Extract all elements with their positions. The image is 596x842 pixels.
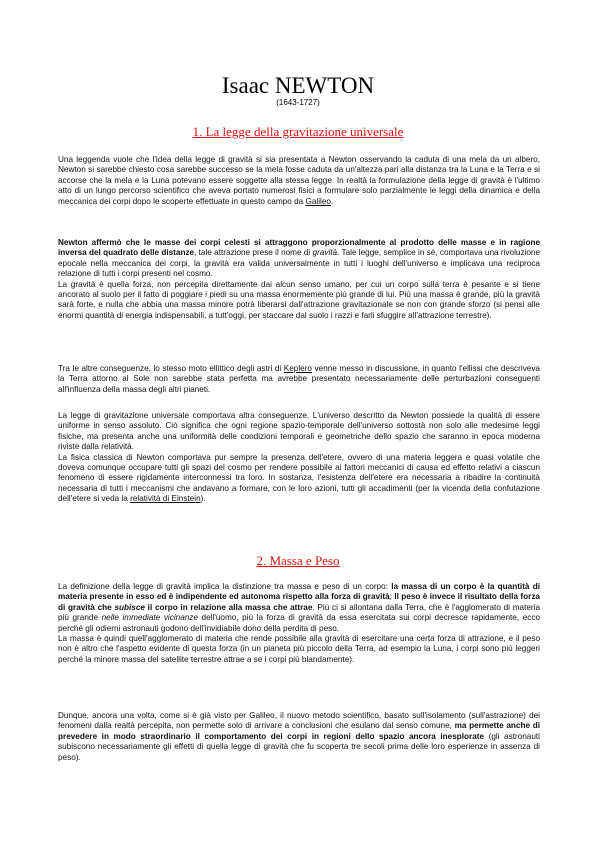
paragraph-text: . Tale legge, semplice in sé, comportava una rivoluzione epocale nella meccanica dei corpi, la gravità era valida universalmente in tutti i luoghi dell'universo e implicava una reciproca relazione di tutti i corpi presenti nel cosmo.	[58, 248, 541, 279]
paragraph-text: Tra le altre conseguenze, lo stesso moto ellittico degli astri di	[58, 364, 284, 373]
paragraph-text: La definizione della legge di gravità implica la distinzione tra massa e peso di un corpo:	[58, 582, 392, 591]
bold-text: Newton affermò che le masse dei corpi celesti si attraggono proporzionalmente al prodotto delle masse e in ragione inversa del quadrato delle distanze	[58, 238, 540, 258]
section-heading-gravitazione: 1. La legge della gravitazione universale	[192, 124, 404, 139]
bold-italic-text: subisce	[114, 602, 145, 612]
italic-text: nelle immediate vicinanze	[101, 613, 198, 623]
paragraph-text: ).	[200, 494, 206, 504]
paragraph-text: dell'uomo, più la forza di gravità da essa esercitata sui corpi decresce rapidamente, ecco perché gli odierni astronauti godono dell'invidiabile dono della perdita di peso.	[58, 613, 540, 633]
paragraph-text: La massa è quindi quell'agglomerato di materia che rende possibile alla gravità di esercitare una certa forza di attrazione, e il peso non è altro che l'aspetto evidente di questa forza (in un pianeta più piccolo della Terra, ad esempio la Luna, i corpi sono più leggeri perché la minore massa del satellite terrestre attrae a se i corpi più blandamente).	[58, 634, 540, 664]
paragraph-leggenda-mela	[58, 155, 540, 207]
paragraph-universo-uniforme	[58, 411, 540, 505]
paragraph-text: La legge di gravitazione universale comportava altra conseguenze. L'universo descritto da Newton possiede la qualità di essere uniforme in senso assoluto. Ciò significa che ogni regione spazio-temporale dell'universo sottostà non solo alle medesime leggi fisiche, ma presenta anche una uniformità delle condizioni temporali e geometriche dello spazio che saranno in epoca moderna riviste dalla relatività.	[58, 411, 540, 452]
bold-text: Il peso è invece il risultato della forza di gravità che	[58, 592, 540, 612]
page-subtitle: (1643-1727)	[276, 98, 320, 107]
section-heading-massa-peso: 2. Massa e Peso	[256, 553, 340, 568]
bold-text: il corpo in relazione alla massa che attrae	[144, 602, 313, 612]
paragraph-text: ;	[389, 592, 395, 602]
italic-text: gravità	[312, 248, 338, 258]
galileo-link[interactable]: Galileo	[305, 196, 331, 206]
paragraph-metodo-scientifico	[58, 711, 540, 763]
paragraph-masse-celesti	[58, 238, 540, 321]
paragraph-text: Una leggenda vuole che l'idea della legge di gravità si sia presentata a Newton osservando la caduta di una mela da un albero, Newton si sarebbe chiesto cosa sarebbe successo se la mela fosse caduta da un'altezza pari alla distanza tra la Luna e la Terra e si accorse che la mela e la Luna potevano essere soggette alla stessa legge. In realtà la formulazione della legge di gravità è l'ultimo atto di un lungo percorso scientifico che aveva portato numerosi fisici a formulare solo parzialmente le leggi della dinamica e della meccanica dei corpi dopo le scoperte effettuate in questo campo da	[58, 155, 540, 206]
paragraph-text: La fisica classica di Newton comportava pur sempre la presenza dell'etere, ovvero di una materia leggera e quasi volatile che doveva comunque occupare tutti gli spazi del cosmo per rendere possibile ai fattori meccanici di causa ed effetto relativi a ciascun fenomeno di essere rigidamente interconnessi tra loro. In sostanza, l'esistenza dell'etere era necessaria a ribadire la continuità necessaria di tutti i meccanismi che andavano a formare, con le loro azioni, tutti gli accadimenti (per la vicenda della confutazione dell'etere si veda la	[58, 452, 540, 504]
paragraph-text: . Più ci si allontana dalla Terra, che è l'agglomerato di materia più grande	[58, 602, 541, 623]
paragraph-text: .	[330, 196, 334, 206]
bold-text: ma permette anche di prevedere in modo straordinario il comportamento dei corpi in regioni dello spazio ancora inesplorate	[58, 721, 540, 741]
paragraph-text: La gravità è quella forza, non percepita direttamente dai alcun senso umano, per cui un corpo sulla terra è pesante e si tiene ancorato al suolo per il fatto di poggiare i piedi su una massa enormemente più grande di lui. Più una massa è grande, più la gravità sarà forte, e nulla che abbia una massa minore potrà liberarsi dall'attrazione gravitazionale se non con grande sforzo (si pensi alle enormi quantità di energia indispensabili, a tutt'oggi, per staccare dal suolo i razzi e farli sfuggire all'attrazione terrestre).	[58, 279, 540, 320]
paragraph-text: , tale attrazione prese il nome di	[194, 248, 313, 258]
paragraph-massa-peso	[58, 582, 540, 665]
page-title: Isaac NEWTON	[221, 73, 375, 98]
paragraph-keplero	[58, 364, 540, 395]
keplero-link[interactable]: Keplero	[283, 364, 312, 373]
relativita-einstein-link[interactable]: relatività di Einstein	[130, 494, 201, 504]
paragraph-text: venne messo in discussione, in quanto l'ellissi che descriveva la Terra attorno al Sole non sarebbe stata perfetta ma avrebbe presentato necessariamente delle perturbazioni conseguenti all'influenza della massa degli altri pianeti.	[58, 364, 540, 394]
bold-text: la massa di un corpo è la quantità di materia presente in esso ed è indipendente ed autonoma rispetto alla forza di gravità	[58, 582, 540, 602]
paragraph-text: Dunque, ancora una volta, come si è già visto per Galileo, il nuovo metodo scientifico, basato sull'isolamento (sull'astrazione) dei fenomeni dalla realtà percepita, non permette solo di arrivare a conclusioni che esulano dal senso comune,	[58, 711, 540, 731]
paragraph-text: (gli astronauti subiscono necessariamente gli effetti di quella legge di gravità che fu scoperta tre secoli prima delle loro esperienze in assenza di peso).	[58, 731, 540, 762]
